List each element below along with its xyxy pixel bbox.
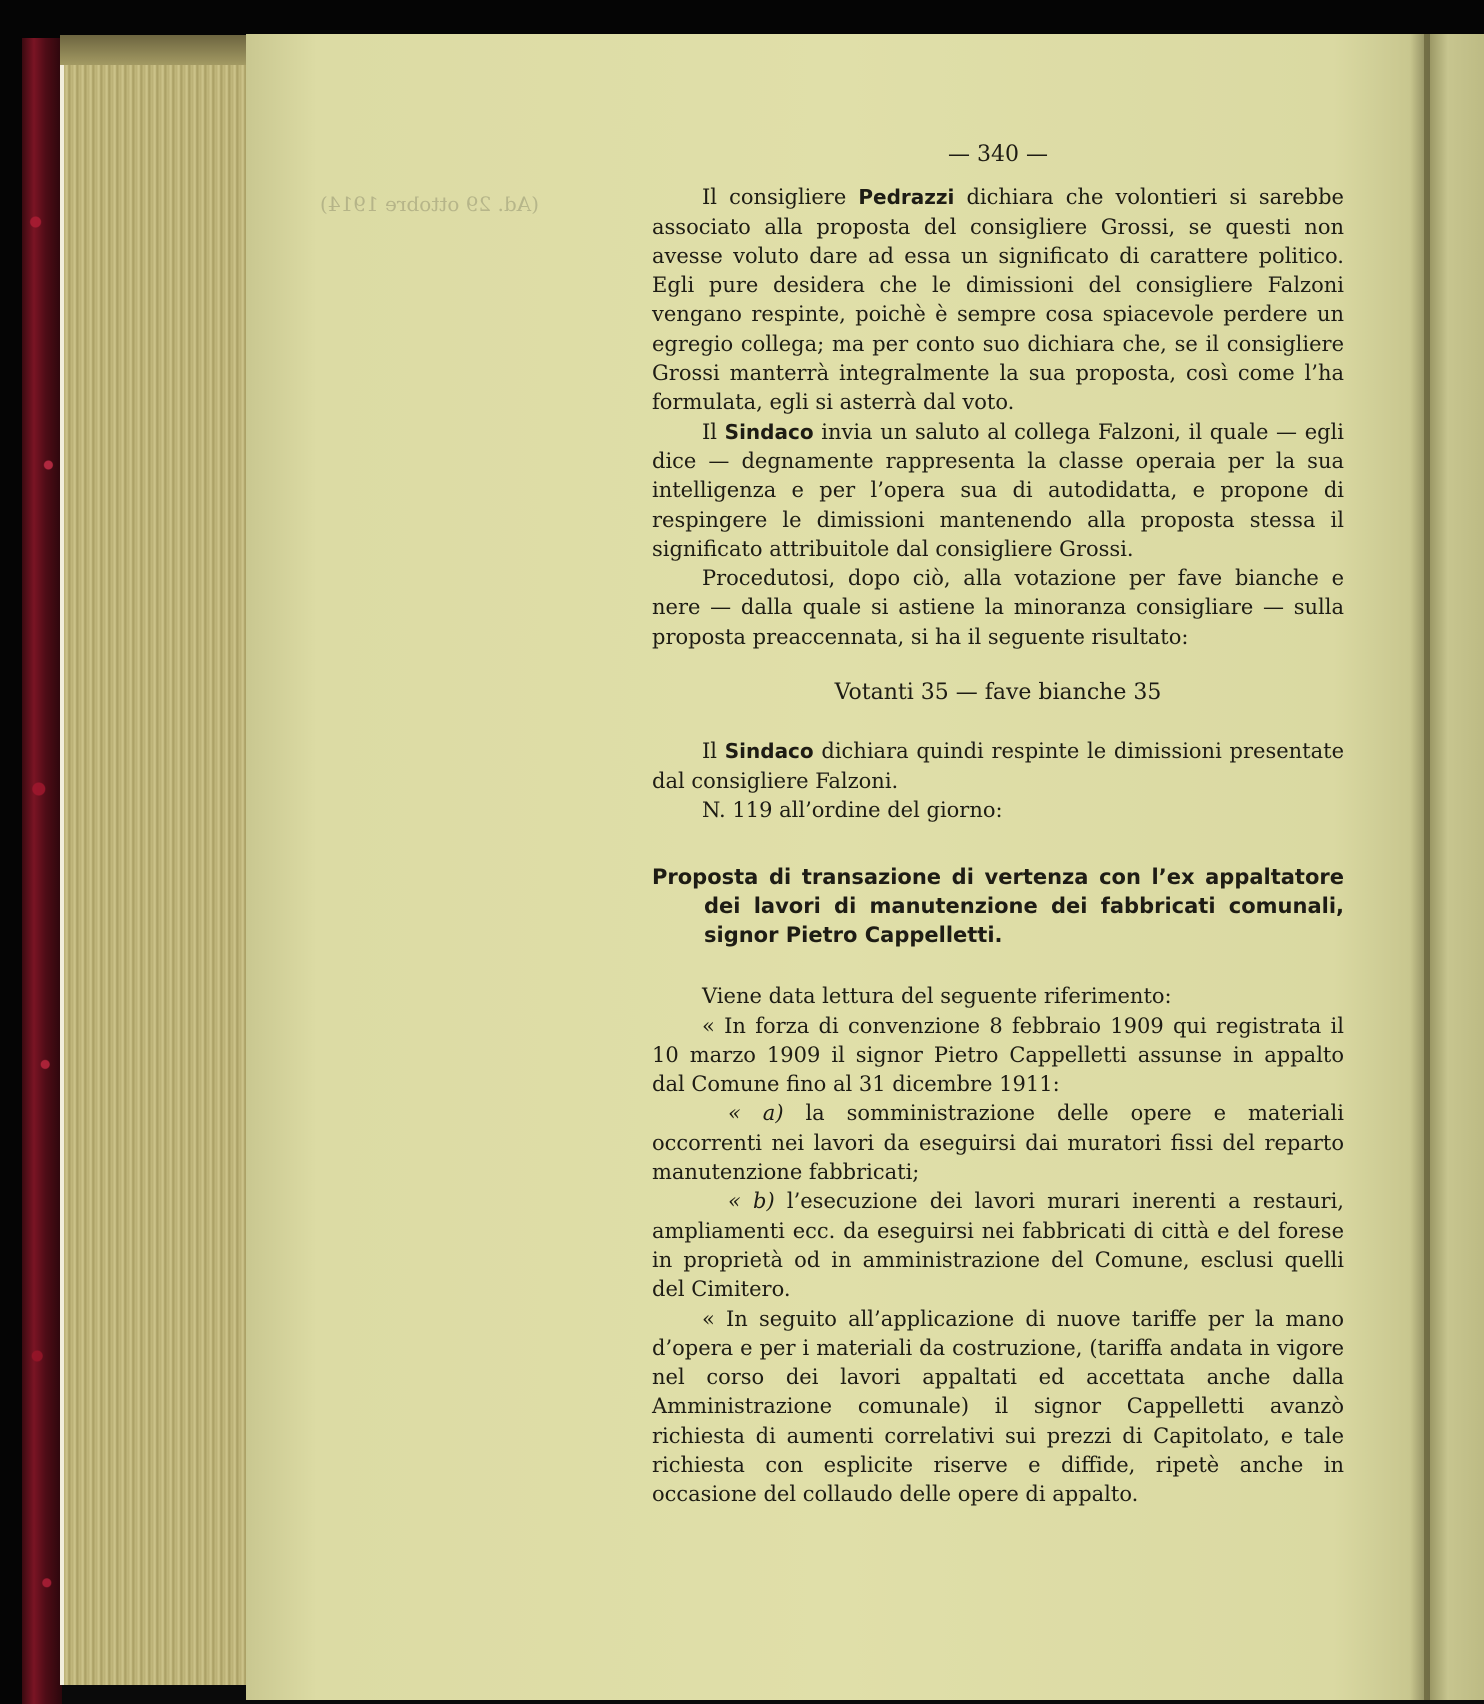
page-stack-top [60,35,250,65]
bleed-through-margin-note: (Ad. 29 ottobre 1914) [320,192,539,216]
vote-result: Votanti 35 — fave bianche 35 [834,680,1162,706]
text-run: dichiara che volontieri si sarebbe associato alla proposta del consigliere Grossi, se questi non avesse voluto dare ad essa un significato di carattere politico. Egli pure desidera che le dimissioni del consigliere Falzoni vengano respinte, poichè è sempre cosa spiacevole perdere un egregio collega; ma per conto suo dichiara che, se il consigliere Grossi manterrà integralmente la sua proposta, così come l’ha formulata, egli si asterrà dal voto. [652,185,1344,415]
paragraph-tariffe: « In seguito all’applicazione di nuove tariffe per la mano d’opera e per i materiali da costruzione, (tariffa andata in vigore nel corso dei lavori appaltati ed accettata anche dalla Amministrazione comunale) il signor Cappelletti avanzò richiesta di aumenti correlativi sui prezzi di Capitolato, e tale richiesta con esplicite riserve e diffide, ripetè anche in occasione del collaudo delle opere di appalto. [652,1306,1344,1507]
paragraph-convenzione: « In forza di convenzione 8 febbraio 1909 qui registrata il 10 marzo 1909 il signor Pietro Cappelletti assunse in appalto dal Comune fino al 31 dicembre 1911: [652,1013,1344,1097]
text-run: Il [702,419,725,444]
paragraph-votazione: Procedutosi, dopo ciò, alla votazione per fave bianche e nere — dalla quale si astiene la minoranza consigliare — sulla proposta preaccennata, si ha il seguente risultato: [652,566,1344,649]
paragraph-sindaco-dimissioni [652,737,1344,796]
speaker-name: Sindaco [724,739,814,764]
speaker-name: Sindaco [724,419,814,444]
list-text: la somministrazione delle opere e materiali occorrenti nei lavori da eseguirsi dai muratori fissi del reparto manutenzione fabbricati; [652,1101,1344,1185]
facing-page-edge [1424,34,1484,1700]
text-run: Il consigliere [702,185,859,210]
page-stack-edge [60,35,254,1685]
page-number: — 340 — [948,142,1048,167]
text-run: dichiara quindi respinte le dimissioni presentate dal consigliere Falzoni. [652,739,1344,793]
text-run: invia un saluto al collega Falzoni, il quale — egli dice — degnamente rappresenta la classe operaia per la sua intelligenza e per l’opera sua di autodidatta, e propone di respingere le dimissioni mantenendo alla proposta stessa il significato attribuitole dal consigliere Grossi. [652,419,1344,561]
agenda-item-number: N. 119 all’ordine del giorno: [702,797,1003,822]
list-marker: « a) [728,1101,784,1126]
list-text: l’esecuzione dei lavori murari inerenti a restauri, ampliamenti ecc. da eseguirsi nei fabbricati di città e del forese in proprietà od in amministrazione del Comune, esclusi quelli del Cimitero. [652,1189,1344,1302]
paragraph-lettura: Viene data lettura del seguente riferimento: [702,984,1172,1009]
text-column [652,140,1344,1510]
speaker-name: Pedrazzi [858,185,955,210]
cover-marbling [26,60,58,1680]
list-item-b [652,1187,1344,1304]
paragraph-sindaco-saluto [652,418,1344,564]
gutter-shadow [1410,34,1430,1700]
section-title: Proposta di transazione di vertenza con l’ex appaltatore dei lavori di manutenzione dei fabbricati comunali, signor Pietro Cappelletti. [652,865,1344,948]
list-item-a [652,1099,1344,1187]
paragraph-pedrazzi [652,183,1344,417]
list-marker: « b) [728,1189,775,1214]
text-run: Il [702,739,725,764]
